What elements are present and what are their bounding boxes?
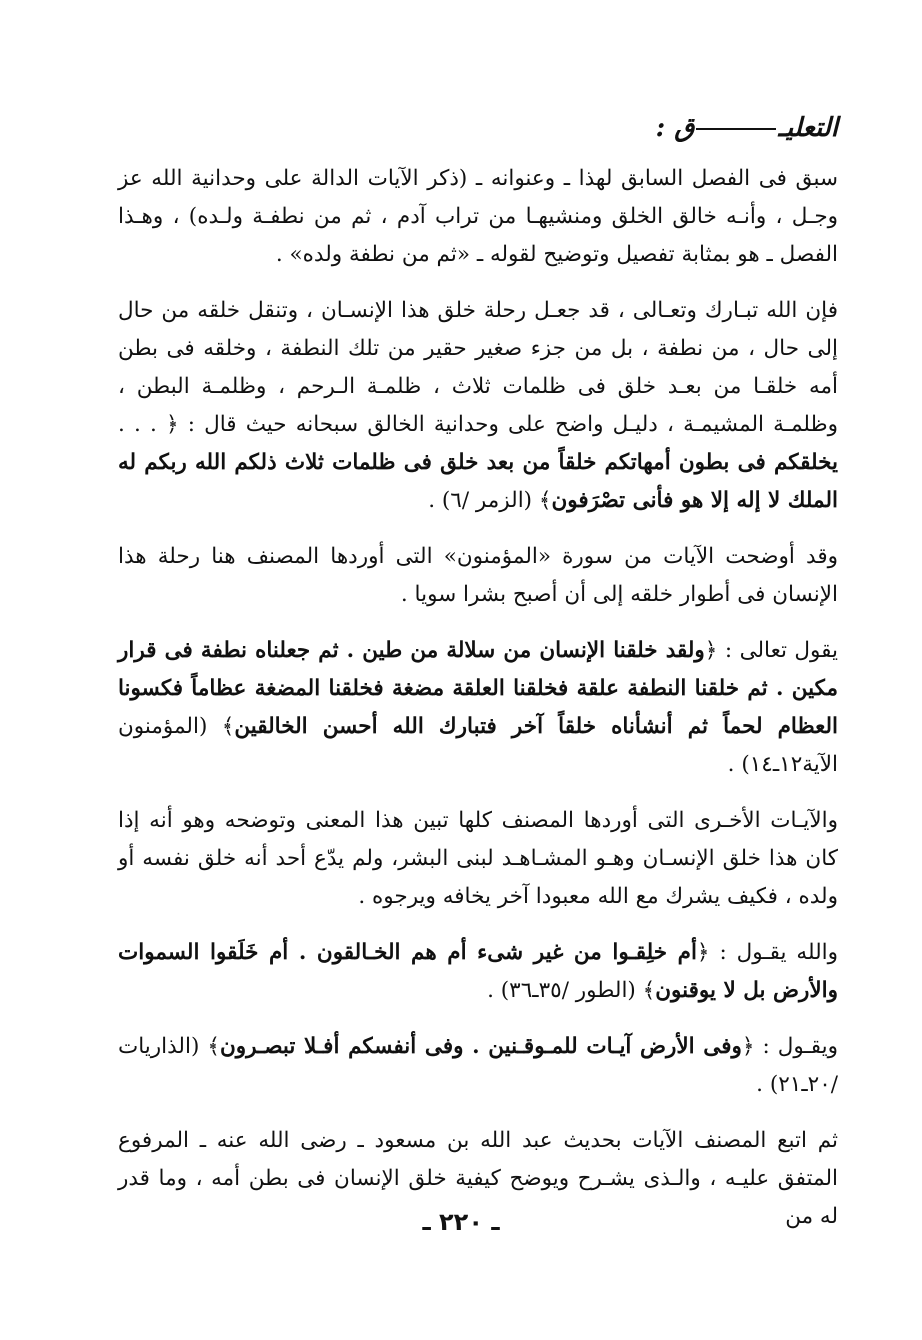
paragraph-p4 [118, 632, 838, 784]
quran-verse: ولقد خلقنا الإنسان من سلالة من طين . ثم جعلناه نطفة فى قرار مكين . ثم خلقنا النطفة علقة فخلقنا العلقة مضغة فخلقنا المضغة عظاماً فكسونا العظام لحماً ثم أنشأناه خلقاً آخر فتبارك الله أحسن الخالقين [118, 638, 838, 739]
quran-verse: أم خلِقـوا من غير شىء أم هم الخـالقون . أم خَلَقوا السموات والأرض بل لا يوقنون [118, 940, 838, 1003]
section-heading [118, 106, 838, 150]
commentary-text: ويقـول : ﴿ [741, 1034, 838, 1059]
commentary-text: يقول تعالى : ﴿ [704, 638, 839, 663]
quran-verse: وفى الأرض آيـات للمـوقـنين . وفى أنفسكم أفـلا تبصـرون [219, 1034, 742, 1059]
commentary-text: والله يقـول : ﴿ [696, 940, 838, 965]
page-number: ـ ٢٢٠ ـ [422, 1208, 500, 1236]
heading-word: التعليـ [778, 113, 838, 143]
commentary-text: ثم اتبع المصنف الآيات بحديث عبد الله بن مسعود ـ رضى الله عنه ـ المرفوع المتفق عليـه ، والـذى يشـرح ويوضح كيفية خلق الإنسان فى بطن أمه ، وما قدر له من [118, 1128, 838, 1229]
quran-verse: يخلقكم فى بطون أمهاتكم خلقاً من بعد خلق فى ظلمات ثلاث ذلكم الله ربكم له الملك لا إله إلا هو فأنى تصْرَفون [118, 450, 838, 513]
paragraph-p6 [118, 934, 838, 1010]
paragraph-p3 [118, 538, 838, 614]
commentary-text: ﴾ (الذاريات /٢٠ـ٢١) . [118, 1034, 838, 1097]
paragraph-p5 [118, 802, 838, 916]
document-page [118, 106, 838, 1254]
heading-tail: ق : [655, 113, 695, 143]
commentary-text: وقد أوضحت الآيات من سورة «المؤمنون» التى أوردها المصنف هنا رحلة هذا الإنسان فى أطوار خلقه إلى أن أصبح بشرا سويا . [118, 544, 838, 607]
commentary-text: سبق فى الفصل السابق لهذا ـ وعنوانه ـ (ذكر الآيات الدالة على وحدانية الله عز وجـل ، وأنـه خالق الخلق ومنشيهـا من تراب آدم ، ثم من نطفـة ولـده) ، وهـذا الفصل ـ هو بمثابة تفصيل وتوضيح لقوله ـ «ثم من نطفة ولده» . [118, 166, 838, 267]
commentary-text: ﴾ (المؤمنون الآية١٢ـ١٤) . [118, 714, 838, 777]
heading-rule [696, 128, 776, 130]
paragraph-p1 [118, 160, 838, 274]
paragraph-p7 [118, 1028, 838, 1104]
commentary-text: ﴾ (الطور /٣٥ـ٣٦) . [487, 978, 656, 1003]
commentary-text: فإن الله تبـارك وتعـالى ، قد جعـل رحلة خلق هذا الإنسـان ، وتنقل خلقه من حال إلى حال ، من نطفة ، بل من جزء صغير حقير من تلك النطفة ، وخلقه فى بطن أمه خلقـا من بعـد خلق فى ظلمات ثلاث ، ظلمـة الـرحم ، وظلمـة البطن ، وظلمـة المشيمـة ، دليـل واضح على وحدانية الخالق سبحانه حيث قال : ﴿ . . . [118, 298, 838, 437]
paragraph-p2 [118, 292, 838, 520]
commentary-text: والآيـات الأخـرى التى أوردها المصنف كلها تبين هذا المعنى وتوضحه وهو أنه إذا كان هذا خلق الإنسـان وهـو المشـاهـد لبنى البشر، ولم يدّع أحد أنه خلق نفسه أو ولده ، فكيف يشرك مع الله معبودا آخر يخافه ويرجوه . [118, 808, 838, 909]
body-text [118, 160, 838, 1236]
commentary-text: ﴾ (الزمر /٦) . [428, 488, 552, 513]
